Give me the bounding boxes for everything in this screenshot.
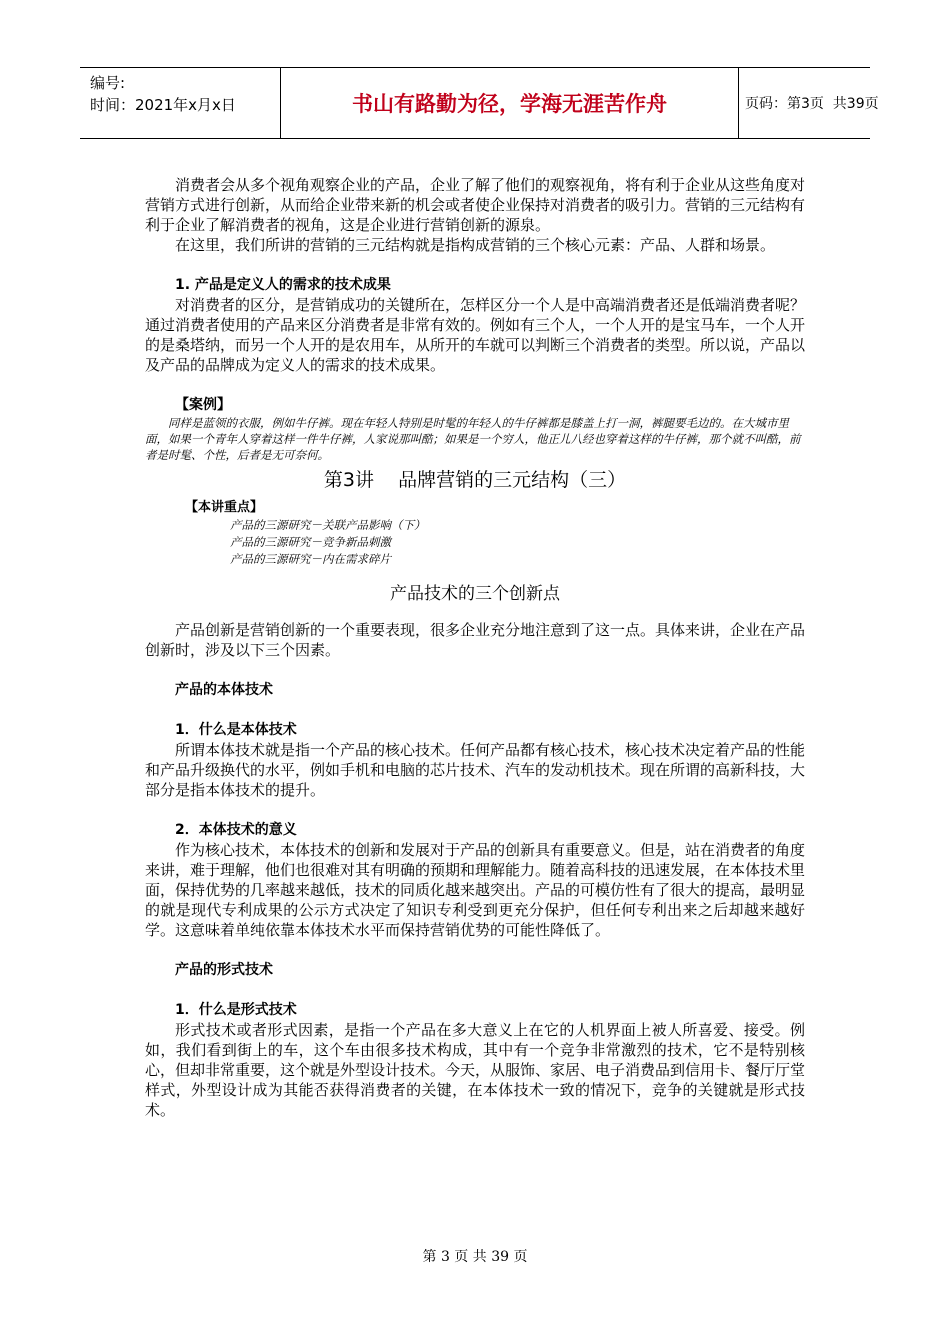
subheading: 产品的本体技术 bbox=[175, 682, 273, 698]
key-points-list bbox=[145, 517, 805, 568]
case-label: 【案例】 bbox=[175, 397, 231, 413]
footer-page-number: 第 3 页 共 39 页 bbox=[422, 1249, 528, 1265]
header-motto: 书山有路勤为径，学海无涯苦作舟 bbox=[280, 68, 739, 138]
paragraph: 消费者会从多个视角观察企业的产品，企业了解了他们的观察视角，将有利于企业从这些角度对营销方式进行创新，从而给企业带来新的机会或者使企业保持对消费者的吸引力。营销的三元结构有利于企业了解消费者的视角，这是企业进行营销创新的源泉。 bbox=[145, 176, 806, 234]
list-item: 产品的三源研究－关联产品影响（下） bbox=[230, 518, 426, 532]
header-page-label: 页码：第3页 共39页 bbox=[745, 96, 879, 112]
subheading: 2．本体技术的意义 bbox=[175, 822, 297, 838]
paragraph: 作为核心技术，本体技术的创新和发展对于产品的创新具有重要意义。但是，站在消费者的角度来讲，难于理解，他们也很难对其有明确的预期和理解能力。随着高科技的迅速发展，在本体技术里面，保持优势的几率越来越低，技术的同质化越来越突出。产品的可模仿性有了很大的提高，最明显的就是现代专利成果的公示方式决定了知识专利受到更充分保护，但任何专利出来之后却越来越好学。这意味着单纯依靠本体技术水平而保持营销优势的可能性降低了。 bbox=[145, 841, 806, 939]
list-item: 产品的三源研究－内在需求碎片 bbox=[230, 552, 391, 566]
header-page-number bbox=[737, 68, 879, 138]
paragraph: 产品创新是营销创新的一个重要表现，很多企业充分地注意到了这一点。具体来讲，企业在产品创新时，涉及以下三个因素。 bbox=[145, 621, 806, 659]
document-time-label: 时间：2021年x月x日 bbox=[90, 96, 236, 114]
list-item: 产品的三源研究－竞争新品刺激 bbox=[230, 535, 391, 549]
subheading: 1. 产品是定义人的需求的技术成果 bbox=[175, 277, 391, 293]
page-header bbox=[80, 67, 879, 139]
section-title: 产品技术的三个创新点 bbox=[390, 584, 560, 604]
document-body bbox=[145, 175, 805, 1120]
lecture-title: 第3讲 品牌营销的三元结构（三） bbox=[323, 469, 627, 491]
paragraph: 对消费者的区分，是营销成功的关键所在，怎样区分一个人是中高端消费者还是低端消费者呢？通过消费者使用的产品来区分消费者是非常有效的。例如有三个人，一个人开的是宝马车，一个人开的是桑塔纳，而另一个人开的是农用车，从所开的车就可以判断三个消费者的类型。所以说，产品以及产品的品牌成为定义人的需求的技术成果。 bbox=[145, 296, 806, 374]
page-footer bbox=[0, 1246, 950, 1266]
paragraph: 在这里，我们所讲的营销的三元结构就是指构成营销的三个核心元素：产品、人群和场景。 bbox=[175, 236, 776, 254]
document-number-label: 编号: bbox=[90, 74, 126, 92]
subheading: 1．什么是形式技术 bbox=[175, 1002, 297, 1018]
paragraph: 所谓本体技术就是指一个产品的核心技术。任何产品都有核心技术，核心技术决定着产品的性能和产品升级换代的水平，例如手机和电脑的芯片技术、汽车的发动机技术。现在所谓的高新科技，大部分是指本体技术的提升。 bbox=[145, 741, 806, 799]
paragraph: 形式技术或者形式因素，是指一个产品在多大意义上在它的人机界面上被人所喜爱、接受。例如，我们看到街上的车，这个车由很多技术构成，其中有一个竞争非常激烈的技术，它不是特别核心，但却非常重要，这个就是外型设计技术。今天，从服饰、家居、电子消费品到信用卡、餐厅厅堂样式，外型设计成为其能否获得消费者的关键，在本体技术一致的情况下，竞争的关键就是形式技术。 bbox=[145, 1021, 806, 1119]
subheading: 1．什么是本体技术 bbox=[175, 722, 297, 738]
key-points-title: 【本讲重点】 bbox=[185, 500, 264, 515]
case-text: 同样是蓝领的衣服，例如牛仔裤。现在年轻人特别是时髦的年轻人的牛仔裤都是膝盖上打一洞，裤腿要毛边的。在大城市里面，如果一个青年人穿着这样一件牛仔裤，人家说那叫酷；如果是一个穷人，他正儿八经也穿着这样的牛仔裤，那个就不叫酷，前者是时髦、个性，后者是无可奈何。 bbox=[145, 416, 801, 462]
subheading: 产品的形式技术 bbox=[175, 962, 273, 978]
header-meta bbox=[80, 68, 280, 138]
